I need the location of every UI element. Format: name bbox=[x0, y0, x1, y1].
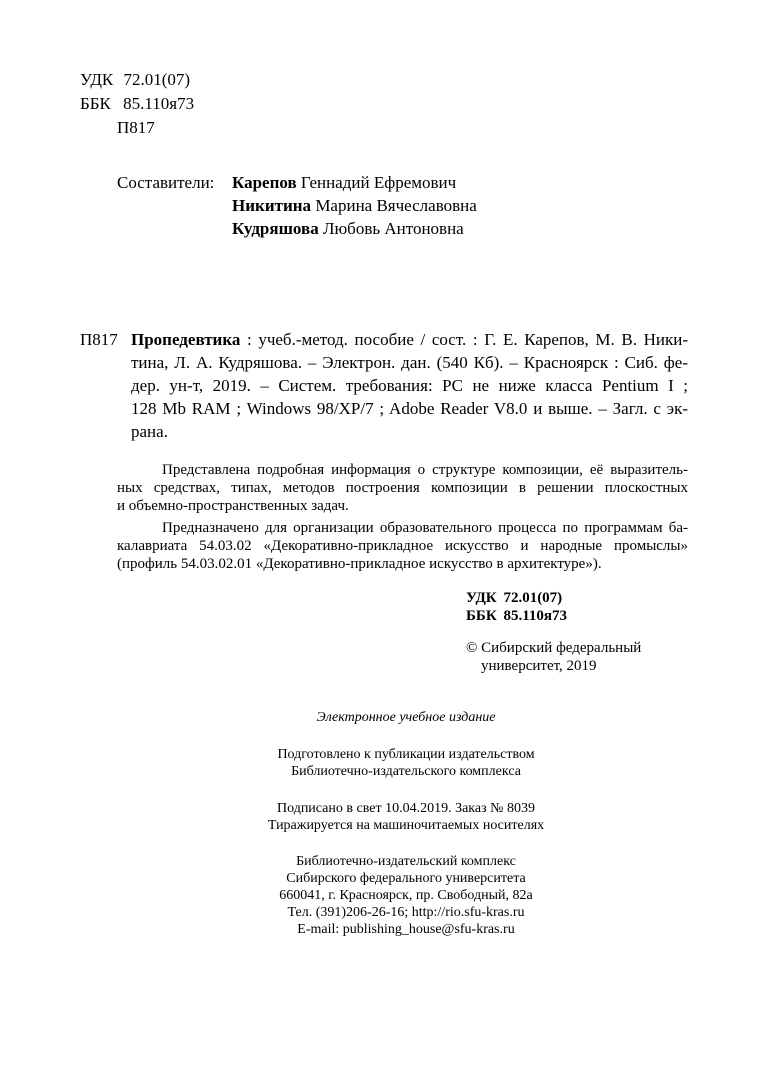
prepared-block bbox=[220, 746, 592, 780]
annotation-p2-line-2: калавриата 54.03.02 «Декоративно-прикладное искусство и народные промыслы» bbox=[117, 538, 688, 554]
annotation-p1-line-1: Представлена подробная информация о структуре композиции, её выразитель- bbox=[162, 462, 688, 478]
biblio-line-5: рана. bbox=[131, 422, 168, 441]
copyright-line-2: университет, 2019 bbox=[481, 658, 597, 674]
compiler-2-name: Марина Вячеславовна bbox=[315, 196, 477, 215]
header-bbk bbox=[80, 94, 194, 114]
udk-value: 72.01(07) bbox=[123, 70, 191, 89]
compiler-3-name: Любовь Антоновна bbox=[322, 219, 464, 238]
annotation-p2-line-3: (профиль 54.03.02.01 «Декоративно-прикладное искусство в архитектуре»). bbox=[117, 556, 602, 572]
compiler-1-surname: Карепов bbox=[232, 173, 297, 192]
publisher-line-2: Сибирского федерального университета bbox=[286, 871, 526, 886]
edition-type: Электронное учебное издание bbox=[316, 710, 496, 725]
biblio-line-4: 128 Mb RAM ; Windows 98/XP/7 ; Adobe Reader V8.0 и выше. – Загл. с эк- bbox=[131, 399, 688, 418]
publisher-line-3: 660041, г. Красноярск, пр. Свободный, 82а bbox=[279, 888, 533, 903]
compiler-3-surname: Кудряшова bbox=[232, 219, 319, 238]
publisher-block bbox=[220, 853, 592, 938]
signed-block bbox=[220, 800, 592, 834]
publisher-line-1: Библиотечно-издательский комплекс bbox=[296, 854, 516, 869]
signed-line-1: Подписано в свет 10.04.2019. Заказ № 8039 bbox=[276, 801, 535, 816]
publisher-line-5: E-mail: publishing_house@sfu-kras.ru bbox=[297, 922, 515, 937]
copyright-line-1: © Сибирский федеральный bbox=[466, 640, 642, 656]
compiler-1-name: Геннадий Ефремович bbox=[300, 173, 457, 192]
compilers-label: Составители: bbox=[117, 173, 215, 192]
annotation-p1-line-2: ных средствах, типах, методов построения композиции в решении плоскостных bbox=[117, 480, 688, 496]
compiler-2 bbox=[232, 196, 477, 216]
compiler-3 bbox=[232, 219, 464, 239]
biblio-line-3: дер. ун-т, 2019. – Систем. требования: PC не ниже класса Pentium I ; bbox=[131, 376, 688, 395]
bbk-value: 85.110я73 bbox=[123, 94, 195, 113]
compiler-1 bbox=[232, 173, 456, 193]
compiler-2-surname: Никитина bbox=[232, 196, 312, 215]
biblio-line-1-rest: : учеб.-метод. пособие / сост. : Г. Е. Карепов, М. В. Ники- bbox=[240, 330, 688, 349]
biblio-line-2: тина, Л. А. Кудряшова. – Электрон. дан. (540 Кб). – Красноярск : Сиб. фе- bbox=[131, 353, 688, 372]
biblio-code: П817 bbox=[80, 330, 118, 349]
udk-label: УДК bbox=[80, 70, 114, 89]
publisher-line-4: Тел. (391)206-26-16; http://rio.sfu-kras.ru bbox=[287, 905, 525, 920]
class-udk: УДК 72.01(07) bbox=[466, 590, 563, 606]
annotation-p2-line-1: Предназначено для организации образовательного процесса по программам ба- bbox=[162, 520, 688, 536]
bbk-label: ББК bbox=[80, 94, 111, 113]
biblio-line-1 bbox=[131, 330, 688, 350]
signed-line-2: Тиражируется на машиночитаемых носителях bbox=[267, 818, 545, 833]
header-code: П817 bbox=[117, 118, 155, 137]
header-udk bbox=[80, 70, 190, 90]
prepared-line-2: Библиотечно-издательского комплекса bbox=[291, 764, 521, 779]
class-bbk: ББК 85.110я73 bbox=[466, 608, 567, 624]
prepared-line-1: Подготовлено к публикации издательством bbox=[277, 747, 535, 762]
biblio-title: Пропедевтика bbox=[131, 330, 241, 349]
annotation-p1-line-3: и объемно-пространственных задач. bbox=[117, 498, 349, 514]
